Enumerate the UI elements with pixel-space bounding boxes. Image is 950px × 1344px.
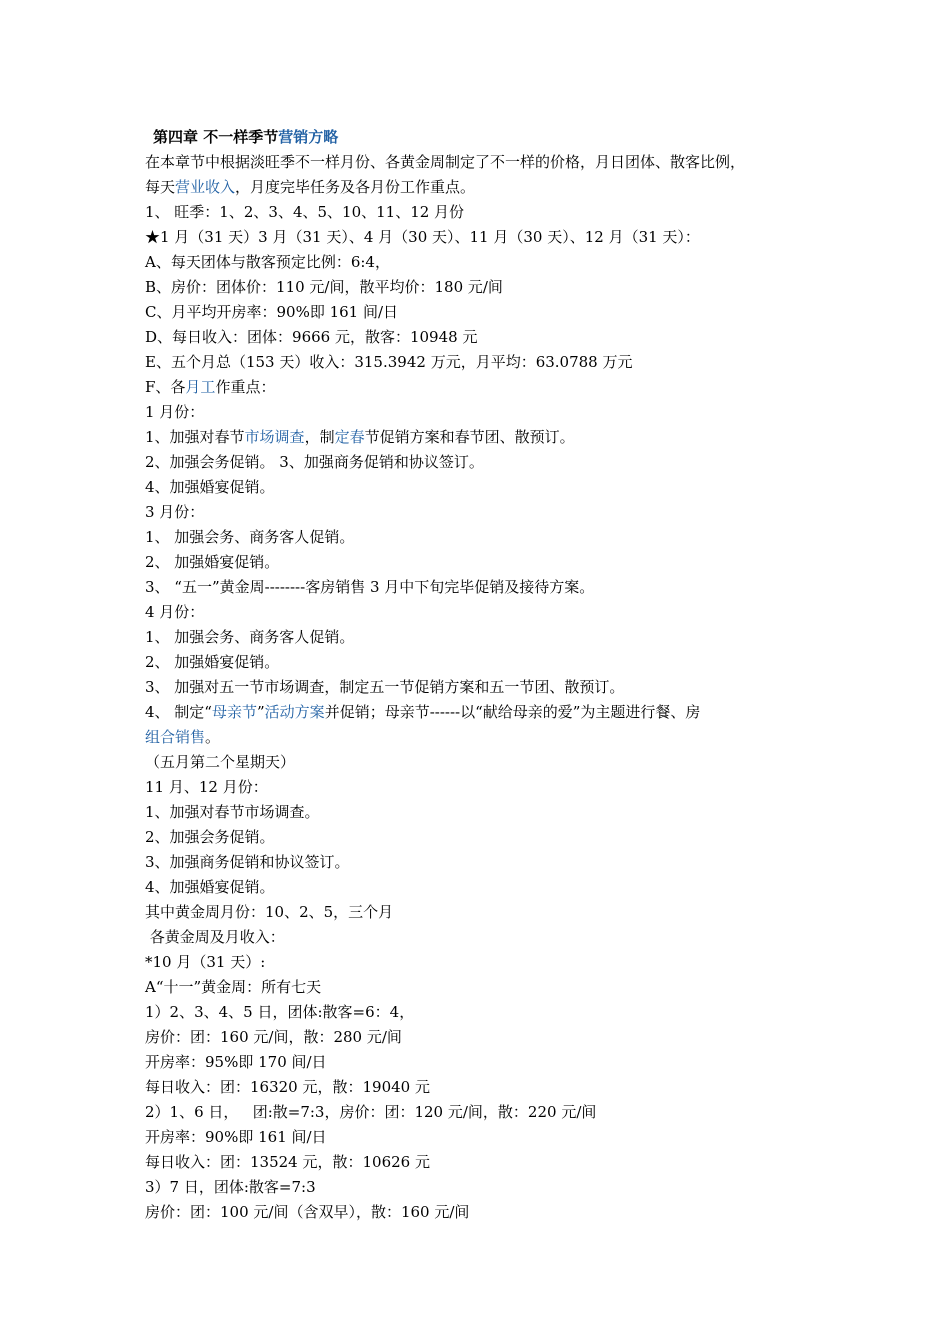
text-span: 4、 制定“ (145, 703, 212, 721)
monthly-work-link[interactable]: 月工 (185, 378, 216, 396)
text-line: 3、 “五一”黄金周--------客房销售 3 月中下旬完毕促销及接待方案。 (145, 578, 595, 596)
text-line: 1、 旺季：1、2、3、4、5、10、11、12 月份 (145, 203, 465, 221)
text-line: 房价：团：160 元/间，散：280 元/间 (145, 1028, 402, 1046)
text-line: 2）1、6 日， 团:散=7:3，房价：团：120 元/间，散：220 元/间 (145, 1103, 597, 1121)
text-line (145, 700, 700, 725)
text-span: ” (257, 703, 265, 721)
text-line: 1）2、3、4、5 日，团体:散客=6：4， (145, 1003, 415, 1021)
text-line: 11 月、12 月份： (145, 778, 268, 796)
text-line: 4、加强婚宴促销。 (145, 478, 275, 496)
text-line: 4 月份： (145, 603, 205, 621)
text-line: 开房率：95%即 170 间/日 (145, 1053, 327, 1071)
text-span: 。 (205, 728, 221, 746)
text-line: A、每天团体与散客预定比例：6:4， (145, 253, 390, 271)
text-line: 2、加强会务促销。 (145, 828, 275, 846)
revenue-link[interactable]: 营业收入 (175, 178, 236, 196)
market-research-link[interactable]: 市场调查 (244, 428, 305, 446)
text-line: 3、加强商务促销和协议签订。 (145, 853, 350, 871)
text-line: 1、 加强会务、商务客人促销。 (145, 628, 355, 646)
text-line: （五月第二个星期天） (145, 753, 296, 771)
text-line: 1、加强对春节市场调查。 (145, 803, 320, 821)
intro-line-2 (145, 175, 475, 200)
text-line: 房价：团：100 元/间（含双早），散：160 元/间 (145, 1203, 470, 1221)
text-line: E、五个月总（153 天）收入：315.3942 万元，月平均：63.0788 万元 (145, 353, 633, 371)
text-line (145, 425, 575, 450)
title-text: 第四章 不一样季节 (153, 128, 279, 146)
text-line: 每日收入：团：13524 元，散：10626 元 (145, 1153, 430, 1171)
text-line: 3、 加强对五一节市场调查，制定五一节促销方案和五一节团、散预订。 (145, 678, 625, 696)
text-line: D、每日收入：团体：9666 元，散客：10948 元 (145, 328, 478, 346)
text-line: 4、加强婚宴促销。 (145, 878, 275, 896)
text-span: 1、加强对春节 (145, 428, 245, 446)
text-line: 每日收入：团：16320 元，散：19040 元 (145, 1078, 430, 1096)
text-line: ★1 月（31 天）3 月（31 天）、4 月（30 天）、11 月（30 天）、12 月（31 天）： (145, 228, 700, 246)
text-line: 3 月份： (145, 503, 205, 521)
spring-link[interactable]: 定春 (334, 428, 365, 446)
text-span: 并促销；母亲节------以“献给母亲的爱”为主题进行餐、房 (324, 703, 701, 721)
text-line: B、房价：团体价：110 元/间，散平均价：180 元/间 (145, 278, 503, 296)
text-line: 其中黄金周月份：10、2、5，三个月 (145, 903, 394, 921)
text-line: A“十一”黄金周：所有七天 (145, 978, 322, 996)
activity-plan-link[interactable]: 活动方案 (264, 703, 325, 721)
text-span: ，制 (304, 428, 335, 446)
text-line: 2、 加强婚宴促销。 (145, 553, 280, 571)
text-line: 1 月份： (145, 403, 205, 421)
intro-text: 每天 (145, 178, 176, 196)
text-line: 1、 加强会务、商务客人促销。 (145, 528, 355, 546)
text-line: C、月平均开房率：90%即 161 间/日 (145, 303, 399, 321)
chapter-title (153, 125, 338, 150)
text-line: 2、加强会务促销。 3、加强商务促销和协议签订。 (145, 453, 484, 471)
text-line: *10 月（31 天）: (145, 953, 266, 971)
intro-line-1: 在本章节中根据淡旺季不一样月份、各黄金周制定了不一样的价格，月日团体、散客比例， (145, 153, 746, 171)
text-line: 各黄金周及月收入： (145, 928, 285, 946)
text-line (145, 375, 275, 400)
text-line (145, 725, 220, 750)
text-span: F、各 (145, 378, 186, 396)
combo-sales-link[interactable]: 组合销售 (145, 728, 206, 746)
text-line: 2、 加强婚宴促销。 (145, 653, 280, 671)
intro-text: ，月度完毕任务及各月份工作重点。 (235, 178, 476, 196)
title-link[interactable]: 营销方略 (278, 128, 339, 146)
text-span: 作重点： (215, 378, 276, 396)
mothers-day-link[interactable]: 母亲节 (211, 703, 257, 721)
text-line: 3）7 日，团体:散客=7:3 (145, 1178, 316, 1196)
text-span: 节促销方案和春节团、散预订。 (364, 428, 575, 446)
text-line: 开房率：90%即 161 间/日 (145, 1128, 327, 1146)
